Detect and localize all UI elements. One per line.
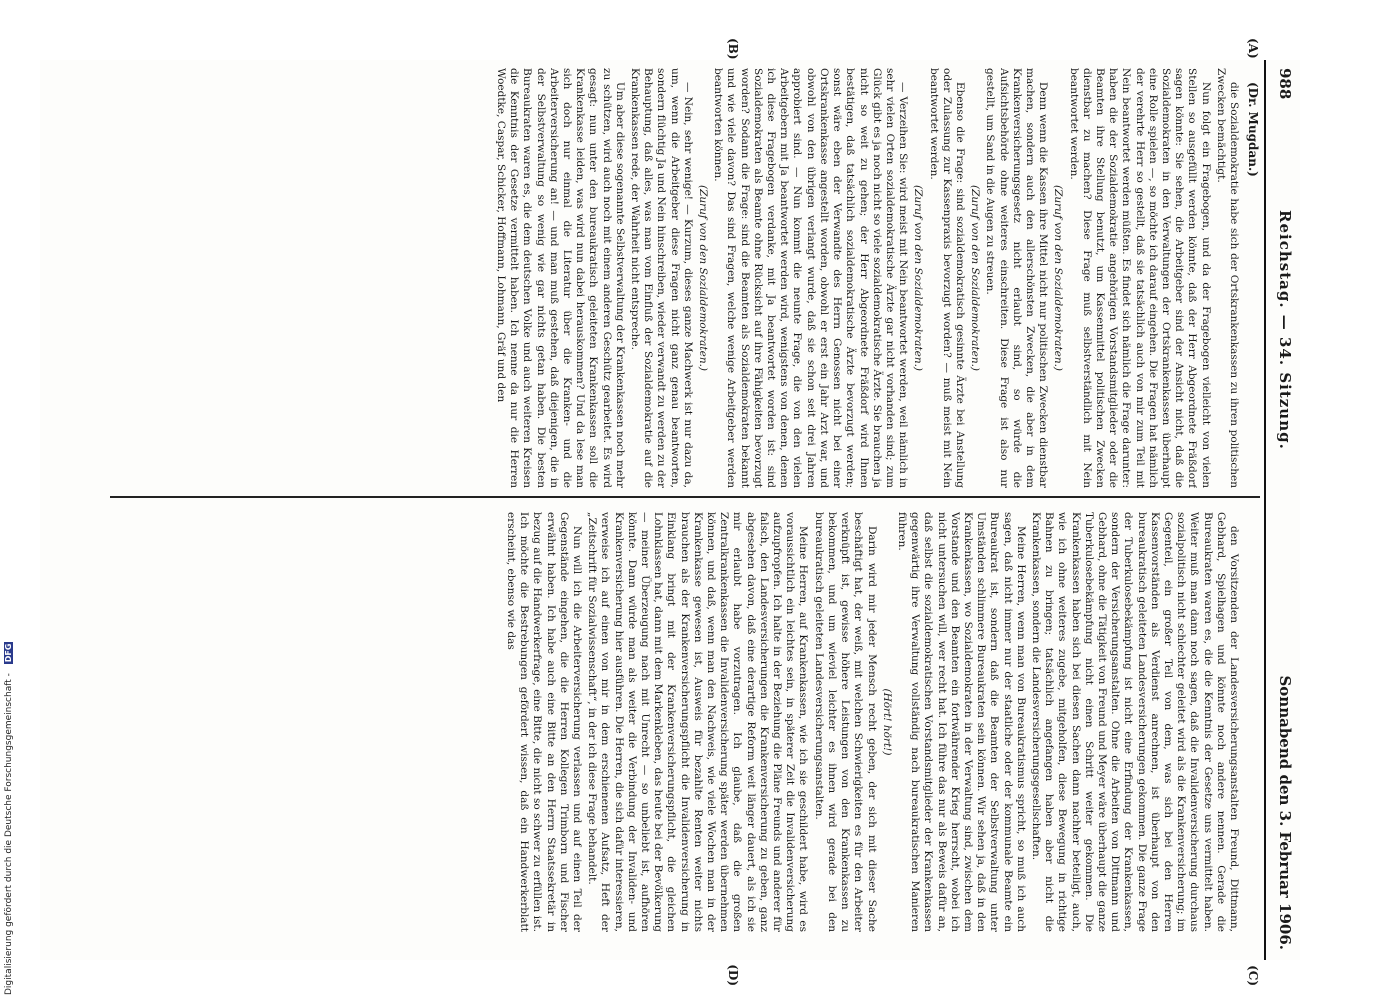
page-header [1266,60,1300,960]
credit-text: Digitalisierung gefördert durch die Deutsche Forschungsgemeinschaft - [4,673,14,995]
page-number: 988 [1276,68,1294,100]
paragraph: — Verzeihen Sie: wird meist mit Nein beantwortet werden, weil nämlich in sehr vielen Orten sozialdemokratische Ärzte gar nicht vorhanden sind; zum Glück gibt es ja noch nicht so viele sozialdemokratische Ärzte. Sie brauchen ja nicht so weit zu gehen; der Herr Abgeordnete Fräßdorf wird Ihnen bestätigen, daß tatsächlich sozialdemokratische Ärzte bevorzugt werden; sonst wäre eben der Verwandte des Herrn Genossen nicht bei einer Ortskrankenkasse angestellt worden, obwohl er erst ein Jahr Arzt war, und obwohl von den übrigen verlangt wurde, daß sie schon seit drei Jahren approbiert sind. — Nun kommt die neunte Frage, die von den vielen Arbeitgebern mit Ja beantwortet werden wird, wenigstens von denen, denen ich diese Fragebogen verdanke, mit Ja beantwortet worden ist: sind Sozialdemokraten als Beamte ohne Rücksicht auf ihre Fähigkeiten bevorzugt worden? Sodann die Frage: sind die Beamten als Sozialdemokraten bekannt und wie viele davon? Das sind Fragen, welche wenige Arbeitgeber werden beantworten können. [712,68,910,488]
digitization-credit [4,642,14,995]
interjection: (Zuruf von den Sozialdemokraten.) [969,184,982,372]
interjection: (Zuruf von den Sozialdemokraten.) [1052,184,1065,372]
paragraph: Meine Herren, wenn man von Bureaukratismus spricht, so muß ich auch sagen, daß nicht immer nur der staatliche oder der kommunale Beamte ein Bureaukrat ist, sondern daß die Beamten der Selbstverwaltung unter Umständen schlimmere Bureaukraten sein können. Wir sehen ja, daß in den Krankenkassen, wo Sozialdemokraten in der Verwaltung sind, zwischen dem Vorstande und den Beamten ein fortwährender Krieg herrscht, wobei ich nicht untersuchen will, wer recht hat. Ich führe das nur als Beweis dafür an, daß selbst die sozialdemokratischen Vorstandsmitglieder der Krankenkassen gegenwärtig ihre Verwaltung vollständig nach bureaukratischen Manieren führen. [895,512,1027,932]
document-page [40,38,1300,986]
paragraph: Denn wenn die Kassen ihre Mittel nicht nur politischen Zwecken dienstbar machen, sondern auch den allerschönsten Zwecken, die aber in dem Krankenversicherungsgesetz nicht erlaubt sind, so würde die Aufsichtsbehörde ohne weiteres einschreiten. Diese Frage ist also nur gestellt, um Sand in die Augen zu streuen. [984,68,1050,488]
paragraph: die Sozialdemokratie habe sich der Ortskrankenkassen zu ihren politischen Zwecken bemächtigt. [1214,68,1240,488]
column-divider [110,496,1260,498]
header-rule [1264,60,1266,960]
margin-letter-a: (A) [1246,38,1260,59]
paragraph: Meine Herren, auf Krankenkassen, wie ich sie geschildert habe, wird es voraussichtlich ein leichtes sein, in späterer Zeit die Invalidenversicherung aufzupfropfen. Ich halte in der Beziehung die Pläne Freunds und anderer für falsch, den Landesversicherungen die Krankenversicherung zu geben, ganz abgesehen davon, daß eine derartige Reform weit länger dauert, als ich sie mir erlaubt habe vorzutragen. Ich glaube, daß die großen Zentralkrankenkassen die Invalidenversicherung später werden übernehmen können, und daß, wenn man den Nachweis, wie viele Wochen man in der Krankenkasse gewesen ist, Ausweis für bezahlte Renten weiter nichts brauchen als der Krankenversicherungspflicht die Invalidenversicherung in Einklang bringt mit der Krankenversicherungspflicht, die gleichen Lohnklassen hat, dann mit dem Markenkleben, das heute bei der Bevölkerung — meiner Überzeugung nach mit Unrecht — so unbeliebt ist, aufhören könnte. Dann würde man als weiter die Verbindung der Invaliden- und Krankenversicherung hier ausführen. Die Herren, die sich dafür interessieren, verweise ich auf einen von mir in dem erschienenen Aufsatz, Heft der „Zeitschrift für Sozialwissenschaft“, in der ich diese Frage behandelt. [586,512,810,932]
paragraph: Nun will ich die Arbeiterversicherung verlassen und auf einen Teil der Gegenstände eingehen, die die Herren Kollegen Trimborn und Fischer erwähnt haben. Ich habe auch eine Bitte an den Herrn Staatssekretär in bezug auf die Handwerkerfrage, eine Bitte, die nicht so schwer zu erfüllen ist. Ich möchte die Bestrebungen gefördert wissen, daß ein Handwerkerblatt erscheint, ebenso wie das [505,512,584,932]
margin-letter-d: (D) [726,964,740,986]
paragraph: Nun folgt ein Fragebogen, und da der Fragebogen vielleicht von vielen Stellen so ausgefüllt werden könnte, daß der Herr Abgeordnete Fräßdorf sagen könnte: Sie sehen, die Arbeitgeber sind der Ansicht nicht, daß die Sozialdemokraten in den Verwaltungen der Ortskrankenkassen überhaupt eine Rolle spielen —, so möchte ich darauf eingehen. Die Fragen hat nämlich der verehrte Herr so gestellt, daß sie tatsächlich auch von mir zum Teil mit Nein beantwortet werden müßten. Es findet sich nämlich die Frage darunter: haben die der Sozialdemokratie angehörigen Vorstandsmitglieder oder die Beamten ihre Stellung benutzt, um Kassenmittel politischen Zwecken dienstbar zu machen? Diese Frage muß selbstverständlich mit Nein beantwortet werden. [1067,68,1212,488]
interjection: (Zuruf von den Sozialdemokraten.) [697,184,710,372]
interjection: (Zuruf von den Sozialdemokraten.) [912,184,925,372]
running-title: Reichstag. — 34. Sitzung. [1276,210,1294,450]
margin-letter-b: (B) [726,38,740,60]
paragraph: den Vorsitzenden der Landesversicherungsanstalten Freund, Dittmann, Gebhard, Spielhagen und könnte noch andere nennen. Gerade die Bureaukraten waren es, die die Kenntnis der Gesetze uns vermittelt haben. Weiter muß man dann noch sagen, daß die Invalidenversicherung durchaus sozialpolitisch nicht schlechter geleitet wird als die Krankenversicherung; im Gegenteil, ein großer Teil von dem, was sich bei den Herren Kassenvorständen als Verdienst anrechnen, ist überhaupt von den bureaukratisch geleiteten Landesversicherungen gekommen. Die ganze Frage der Tuberkulosebekämpfung ist nicht eine Erfindung der Krankenkassen, sondern der Versicherungsanstalten. Ohne die Arbeiten von Dittmann und Gebhard, ohne die Tätigkeit von Freund und Meyer wäre überhaupt die ganze Tuberkulosebekämpfung nicht einen Schritt weiter gekommen. Die Krankenkassen haben sich bei diesen Sachen dann nachher beteiligt, auch, wie ich ohne weiteres zugebe, mitgeholfen, diese Bewegung in richtige Bahnen zu bringen; tatsächlich angefangen haben aber nicht die Krankenkassen, sondern die Landesversicherungsgesellschaften. [1029,512,1240,932]
margin-letter-c: (C) [1246,965,1260,986]
interjection: (Hört! hört!) [880,688,893,756]
paragraph: Darin wird mir jeder Mensch recht geben, der sich mit dieser Sache beschäftigt hat, der weiß, mit welchen Schwierigkeiten es für den Arbeiter verknüpft ist, gewisse höhere Leistungen von den Krankenkassen zu bekommen, und um wieviel leichter es ihnen wird gerade bei den bureaukratisch geleiteten Landesversicherungsanstalten. [812,512,878,932]
session-date: Sonnabend den 3. Februar 1906. [1276,675,1294,950]
left-column [100,68,1240,488]
paragraph: Ebenso die Frage: sind sozialdemokratisch gesinnte Ärzte bei Anstellung oder Zulassung zur Kassenpraxis bevorzugt worden? — muß meist mit Nein beantwortet werden. [927,68,966,488]
paragraph: Um aber diese sogenannte Selbstverwaltung der Krankenkassen noch mehr zu schützen, wird auch noch mit einem anderen Geschütz gearbeitet. Es wird gesagt: nun unter den bureaukratisch geleiteten Krankenkassen soll die Krankenkasse leiden, was wird nun dabei herauskommen? Und da lese man sich doch nur einmal die Literatur über die Kranken- und die Arbeiterversicherung an! — und man muß gestehen, daß diejenigen, die in der Selbstverwaltung so wenig wie gar nichts getan haben. Die besten Bureaukraten waren es, die dem deutschen Volke und auch weiteren Kreisen die Kenntnis der Gesetze vermittelt haben. Ich nenne da nur die Herren Woedtke, Caspar, Schicker, Hoffmann, Lohmann, Gräf und den [495,68,626,488]
paragraph: — Nein, sehr wenige! — Kurzum, dieses ganze Machwerk ist nur dazu da, um, wenn die Arbeitgeber diese Fragen nicht ganz genau beantworten, sondern flüchtig Ja und Nein hinschreiben, wieder verwandt zu werden zu der Behauptung, daß alles, was man vom Einfluß der Sozialdemokratie auf die Krankenkassen rede, der Wahrheit nicht entspreche. [629,68,694,488]
dfg-logo: DFG [4,643,13,663]
speaker-label: (Dr. Mugdan.) [1246,82,1260,177]
right-column [100,512,1240,932]
